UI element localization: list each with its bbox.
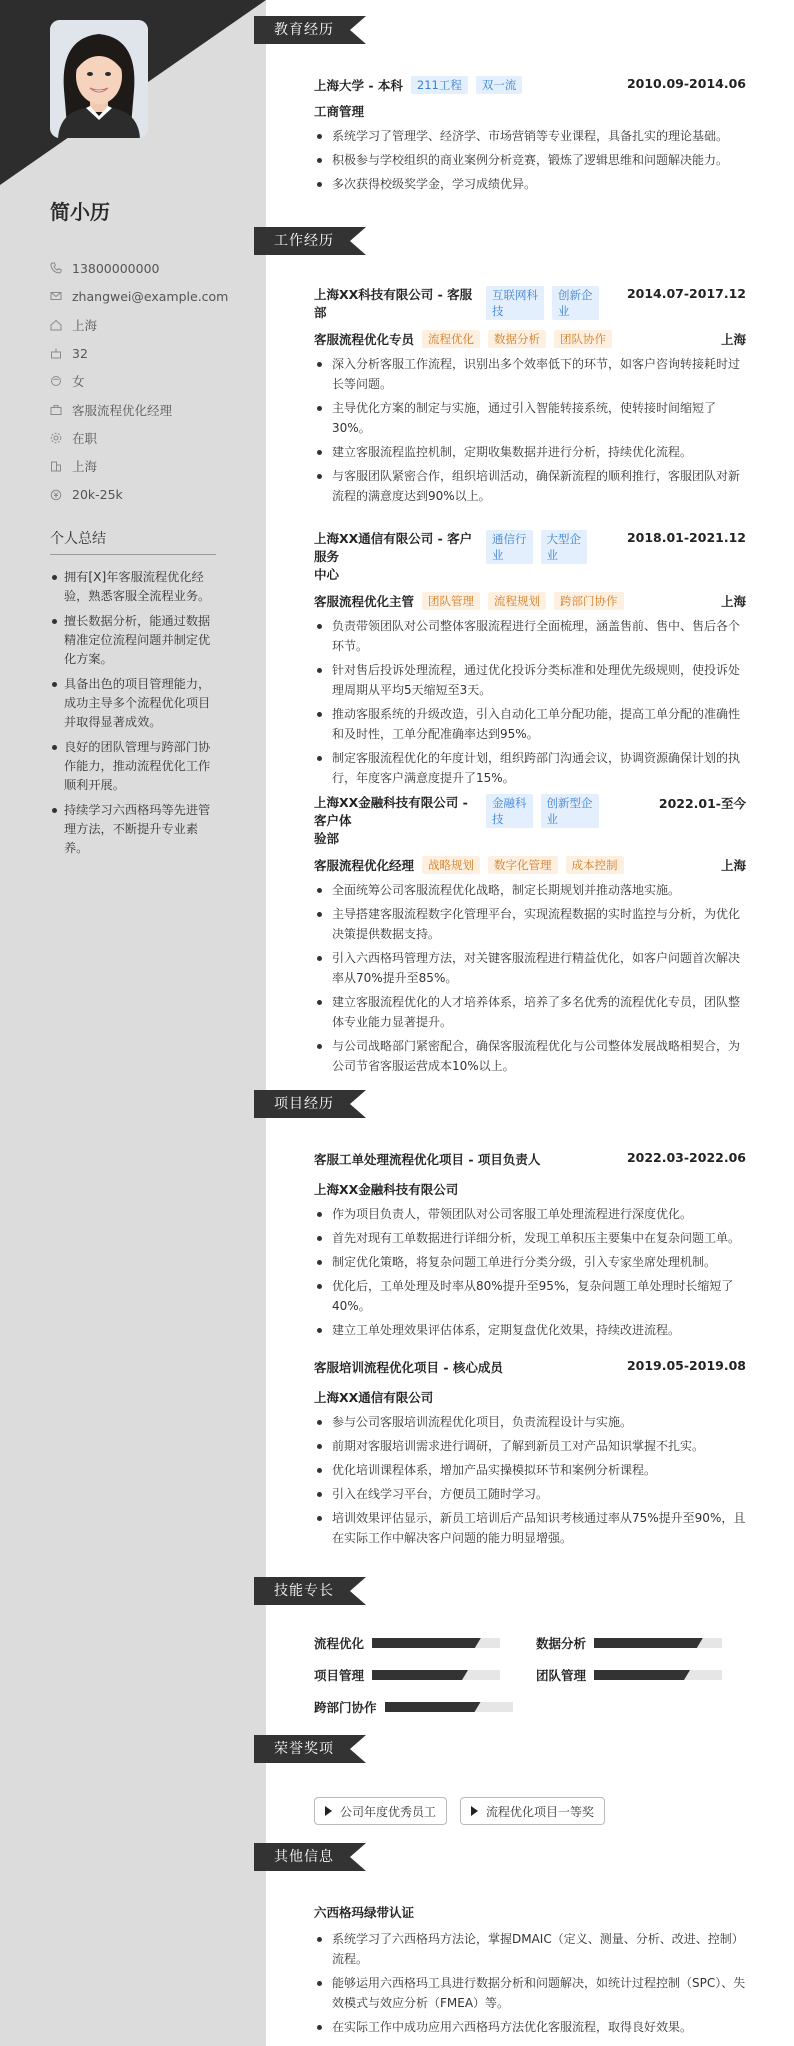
work-head — [314, 794, 746, 848]
work-role-row — [314, 330, 746, 348]
city-text: 上海 — [72, 459, 98, 475]
role: 客服流程优化专员 — [314, 332, 415, 347]
education-date: 2010.09-2014.06 — [626, 76, 746, 91]
skill-bar-fill — [372, 1638, 481, 1648]
play-icon — [325, 1806, 332, 1816]
company-name: 上海XX科技有限公司 - 客服 部 — [314, 287, 473, 320]
home-text: 上海 — [72, 317, 98, 333]
skill-bar-fill — [594, 1638, 703, 1648]
skill-name: 跨部门协作 — [314, 1700, 377, 1715]
project-company-row — [314, 1388, 746, 1406]
project-title: 客服工单处理流程优化项目 - 项目负责人 — [314, 1152, 541, 1167]
section-project-header — [254, 1090, 366, 1118]
work-bullets — [314, 354, 746, 506]
bullet-item: 针对售后投诉处理流程，通过优化投诉分类标准和处理优先级规则，使投诉处理周期从平均5天缩短至3天。 — [314, 660, 746, 700]
company-tag: 创新型企 业 — [541, 794, 599, 828]
role-tag: 团队协作 — [554, 330, 612, 348]
bullet-item: 作为项目负责人，带领团队对公司客服工单处理流程进行深度优化。 — [314, 1204, 746, 1224]
project-head — [314, 1358, 746, 1376]
bullet-item: 能够运用六西格玛工具进行数据分析和问题解决，如统计过程控制（SPC）、失效模式与效应分析（FMEA）等。 — [314, 1973, 746, 2013]
education-major-row — [314, 102, 746, 120]
status-icon — [50, 432, 62, 444]
role-tag: 数据分析 — [488, 330, 546, 348]
role-tag: 数字化管理 — [488, 856, 558, 874]
bullet-item: 建立工单处理效果评估体系，定期复盘优化效果，持续改进流程。 — [314, 1320, 746, 1340]
work-date: 2014.07-2017.12 — [626, 286, 746, 301]
age-text: 32 — [72, 345, 88, 361]
company-name: 上海XX金融科技有限公司 - 客户体 验部 — [314, 795, 468, 846]
bullet-item: 首先对现有工单数据进行详细分析，发现工单积压主要集中在复杂问题工单。 — [314, 1228, 746, 1248]
skill-item — [314, 1634, 500, 1652]
info-salary — [50, 480, 228, 508]
section-work-header — [254, 227, 366, 255]
section-title: 荣誉奖项 — [274, 1741, 334, 1757]
work-date: 2022.01-至今 — [658, 796, 746, 811]
info-job — [50, 395, 228, 423]
project-entry — [314, 1150, 746, 1344]
section-title: 工作经历 — [274, 233, 334, 249]
skill-name: 项目管理 — [314, 1668, 365, 1683]
award-label: 流程优化项目一等奖 — [486, 1804, 595, 1819]
award-label: 公司年度优秀员工 — [340, 1804, 437, 1819]
skill-name: 数据分析 — [536, 1636, 587, 1651]
person-name: 简小历 — [50, 200, 110, 224]
skill-bar — [372, 1638, 500, 1648]
other-bullets — [314, 1929, 746, 2037]
company-tag: 大型企 业 — [541, 530, 588, 564]
work-entry — [314, 794, 746, 1080]
award-item — [314, 1797, 447, 1825]
role: 客服流程优化经理 — [314, 858, 415, 873]
summary-item: 持续学习六西格玛等先进管理方法，不断提升专业素养。 — [50, 801, 220, 858]
bullet-item: 在实际工作中成功应用六西格玛方法优化客服流程，取得良好效果。 — [314, 2017, 746, 2037]
info-status — [50, 424, 228, 452]
summary-list — [50, 568, 220, 864]
work-city: 上海 — [720, 858, 746, 873]
skill-item — [536, 1634, 722, 1652]
bullet-item: 主导搭建客服流程数字化管理平台，实现流程数据的实时监控与分析，为优化决策提供数据支持。 — [314, 904, 746, 944]
salary-icon — [50, 489, 62, 501]
summary-item: 拥有[X]年客服流程优化经验，熟悉客服全流程业务。 — [50, 568, 220, 606]
bullet-item: 深入分析客服工作流程，识别出多个效率低下的环节，如客户咨询转接耗时过长等问题。 — [314, 354, 746, 394]
company-tag: 创新企 业 — [552, 286, 599, 320]
section-title: 教育经历 — [274, 22, 334, 38]
bullet-item: 参与公司客服培训流程优化项目，负责流程设计与实施。 — [314, 1412, 746, 1432]
bullet-item: 多次获得校级奖学金，学习成绩优异。 — [314, 174, 746, 194]
education-bullets — [314, 126, 746, 194]
summary-divider — [50, 554, 216, 555]
age-icon — [50, 347, 62, 359]
bullet-item: 建立客服流程监控机制，定期收集数据并进行分析，持续优化流程。 — [314, 442, 746, 462]
city-icon — [50, 460, 62, 472]
job-icon — [50, 404, 62, 416]
education-entry — [314, 76, 746, 198]
project-head — [314, 1150, 746, 1168]
bullet-item: 前期对客服培训需求进行调研，了解到新员工对产品知识掌握不扎实。 — [314, 1436, 746, 1456]
project-date: 2019.05-2019.08 — [626, 1358, 746, 1373]
role-tag: 跨部门协作 — [554, 592, 624, 610]
section-education-header — [254, 16, 366, 44]
contact-info-list — [50, 254, 228, 509]
project-bullets — [314, 1204, 746, 1340]
work-head — [314, 530, 746, 584]
project-date: 2022.03-2022.06 — [626, 1150, 746, 1165]
gender-text: 女 — [72, 374, 85, 390]
school-name: 上海大学 - 本科 — [314, 78, 403, 93]
skill-bar-fill — [385, 1702, 481, 1712]
section-title: 其他信息 — [274, 1849, 334, 1865]
skill-bar — [385, 1702, 513, 1712]
education-head — [314, 76, 746, 94]
company-tag: 通信行 业 — [486, 530, 533, 564]
skill-item — [314, 1698, 513, 1716]
work-entry — [314, 530, 746, 792]
info-gender — [50, 367, 228, 395]
bullet-item: 积极参与学校组织的商业案例分析竞赛，锻炼了逻辑思维和问题解决能力。 — [314, 150, 746, 170]
bullet-item: 制定优化策略，将复杂问题工单进行分类分级，引入专家坐席处理机制。 — [314, 1252, 746, 1272]
bullet-item: 推动客服系统的升级改造，引入自动化工单分配功能，提高工单分配的准确性和及时性，工单分配准确率达到95%。 — [314, 704, 746, 744]
status-text: 在职 — [72, 430, 98, 446]
bullet-item: 系统学习了管理学、经济学、市场营销等专业课程，具备扎实的理论基础。 — [314, 126, 746, 146]
work-role-row — [314, 856, 746, 874]
work-entry — [314, 286, 746, 510]
avatar — [50, 20, 148, 138]
info-email — [50, 282, 228, 310]
work-city: 上海 — [720, 594, 746, 609]
section-title: 项目经历 — [274, 1096, 334, 1112]
award-item — [460, 1797, 605, 1825]
work-bullets — [314, 616, 746, 788]
bullet-item: 建立客服流程优化的人才培养体系，培养了多名优秀的流程优化专员，团队整体专业能力显著提升。 — [314, 992, 746, 1032]
bullet-item: 引入在线学习平台，方便员工随时学习。 — [314, 1484, 746, 1504]
play-icon — [471, 1806, 478, 1816]
bullet-item: 培训效果评估显示，新员工培训后产品知识考核通过率从75%提升至90%，且在实际工作中解决客户问题的能力明显增强。 — [314, 1508, 746, 1548]
bullet-item: 制定客服流程优化的年度计划，组织跨部门沟通会议，协调资源确保计划的执行，年度客户满意度提升了15%。 — [314, 748, 746, 788]
work-date: 2018.01-2021.12 — [626, 530, 746, 545]
summary-item: 具备出色的项目管理能力，成功主导多个流程优化项目并取得显著成效。 — [50, 675, 220, 732]
summary-title: 个人总结 — [50, 531, 106, 547]
role-tag: 团队管理 — [422, 592, 480, 610]
bullet-item: 主导优化方案的制定与实施，通过引入智能转接系统，使转接时间缩短了30%。 — [314, 398, 746, 438]
school-tag: 双一流 — [476, 76, 523, 94]
school-tag: 211工程 — [411, 76, 468, 94]
bullet-item: 负责带领团队对公司整体客服流程进行全面梳理，涵盖售前、售中、售后各个环节。 — [314, 616, 746, 656]
project-bullets — [314, 1412, 746, 1548]
role-tag: 战略规划 — [422, 856, 480, 874]
gender-icon — [50, 375, 62, 387]
skill-bar-fill — [372, 1670, 468, 1680]
role: 客服流程优化主管 — [314, 594, 415, 609]
role-tag: 流程规划 — [488, 592, 546, 610]
summary-item: 良好的团队管理与跨部门协作能力，推动流程优化工作顺利开展。 — [50, 738, 220, 795]
major: 工商管理 — [314, 104, 365, 119]
skill-bar — [594, 1670, 722, 1680]
info-age — [50, 339, 228, 367]
bullet-item: 全面统筹公司客服流程优化战略，制定长期规划并推动落地实施。 — [314, 880, 746, 900]
bullet-item: 与公司战略部门紧密配合，确保客服流程优化与公司整体发展战略相契合，为公司节省客服运营成本10%以上。 — [314, 1036, 746, 1076]
salary-text: 20k-25k — [72, 487, 123, 503]
project-company: 上海XX金融科技有限公司 — [314, 1182, 459, 1197]
project-company: 上海XX通信有限公司 — [314, 1390, 434, 1405]
skill-bar — [372, 1670, 500, 1680]
bullet-item: 优化培训课程体系，增加产品实操模拟环节和案例分析课程。 — [314, 1460, 746, 1480]
bullet-item: 优化后，工单处理及时率从80%提升至95%，复杂问题工单处理时长缩短了40%。 — [314, 1276, 746, 1316]
project-entry — [314, 1358, 746, 1552]
work-role-row — [314, 592, 746, 610]
skill-bar-fill — [594, 1670, 690, 1680]
phone-text: 13800000000 — [72, 260, 160, 276]
project-company-row — [314, 1180, 746, 1198]
work-city: 上海 — [720, 332, 746, 347]
other-entry — [314, 1903, 746, 2041]
home-icon — [50, 319, 62, 331]
work-bullets — [314, 880, 746, 1076]
other-head — [314, 1903, 746, 1921]
job-text: 客服流程优化经理 — [72, 402, 173, 418]
role-tag: 流程优化 — [422, 330, 480, 348]
work-head — [314, 286, 746, 322]
skill-name: 流程优化 — [314, 1636, 365, 1651]
skill-item — [536, 1666, 722, 1684]
skills-grid — [314, 1634, 746, 1724]
summary-item: 擅长数据分析，能通过数据精准定位流程问题并制定优化方案。 — [50, 612, 220, 669]
skill-bar — [594, 1638, 722, 1648]
skill-name: 团队管理 — [536, 1668, 587, 1683]
section-awards-header — [254, 1735, 366, 1763]
role-tag: 成本控制 — [566, 856, 624, 874]
company-tag: 金融科 技 — [486, 794, 533, 828]
project-title: 客服培训流程优化项目 - 核心成员 — [314, 1360, 503, 1375]
section-title: 技能专长 — [274, 1583, 334, 1599]
sidebar — [0, 0, 266, 2046]
info-home — [50, 311, 228, 339]
bullet-item: 系统学习了六西格玛方法论，掌握DMAIC（定义、测量、分析、改进、控制）流程。 — [314, 1929, 746, 1969]
company-name: 上海XX通信有限公司 - 客户服务 中心 — [314, 531, 473, 582]
section-skills-header — [254, 1577, 366, 1605]
phone-icon — [50, 262, 62, 274]
email-text: zhangwei@example.com — [72, 288, 229, 304]
bullet-item: 引入六西格玛管理方法，对关键客服流程进行精益优化，如客户问题首次解决率从70%提升至85%。 — [314, 948, 746, 988]
section-other-header — [254, 1843, 366, 1871]
info-city — [50, 452, 228, 480]
certificate-title: 六西格玛绿带认证 — [314, 1905, 415, 1920]
skill-item — [314, 1666, 500, 1684]
email-icon — [50, 290, 62, 302]
company-tag: 互联网科 技 — [486, 286, 544, 320]
info-phone — [50, 254, 228, 282]
bullet-item: 与客服团队紧密合作，组织培训活动，确保新流程的顺利推行，客服团队对新流程的满意度达到90%以上。 — [314, 466, 746, 506]
